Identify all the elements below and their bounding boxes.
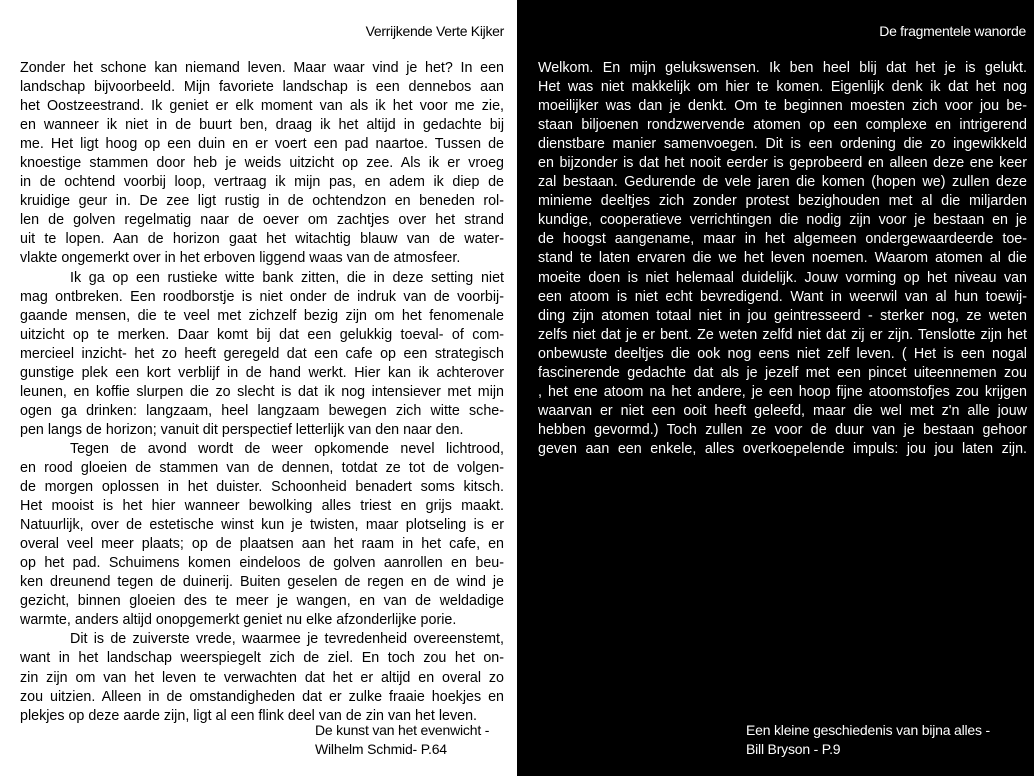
text-line: zelfs niet dat je er bent. Ze weten zelfd niet dat zij er zijn. Tenslotte zijn het <box>538 326 1027 343</box>
text-line: moeite doen is niet helemaal duidelijk. Jouw vorming op het niveau van <box>538 269 1027 286</box>
text-line: gaande mensen, die te veel met zichzelf bezig zijn om het fenomenale <box>20 307 504 324</box>
text-line: mercieel inzicht- het zo heeft geregeld dat een cafe op een strategisch <box>20 345 504 362</box>
text-line: hebben gevormd.) Toch zullen ze voor de duur van je bestaan gehoor <box>538 421 1027 438</box>
text-line: en rood gloeien de stammen van de dennen, totdat ze tot de volgen- <box>20 459 504 476</box>
text-line: Dit is de zuiverste vrede, waarmee je tevredenheid overeenstemt, <box>70 631 504 648</box>
text-line: onbewuste deeltjes die ook nog eens niet zelf leven. ( Het is een nogal <box>538 345 1027 362</box>
text-line: Welkom. En mijn gelukswensen. Ik ben heel blij dat het je is gelukt. <box>538 60 1027 76</box>
text-line: in de ochtend voorbij loop, vertraag ik mijn pas, en adem ik diep de <box>20 174 504 191</box>
text-line: want in het landschap weerspiegelt zich de ziel. En toch zou het on- <box>20 650 504 667</box>
text-line: en bijzonder is dat het nooit eerder is geprobeerd en alleen deze ene keer <box>538 155 1027 172</box>
text-line: de morgen oplossen in het duister. Schoonheid benadert soms kitsch. <box>20 479 504 496</box>
text-line: dienstbare manier samenvoegen. Dit is een ordening die zo ingewikkeld <box>538 136 1027 153</box>
left-running-head: Verrijkende Verte Kijker <box>365 23 504 39</box>
text-line: pen langs de horizon; vanuit dit perspectief letterlijk van den naar den. <box>20 421 464 438</box>
text-line: en wanneer ik niet in de buurt ben, draag ik het altijd in gedachte bij <box>20 117 504 134</box>
text-line: een atoom is niet echt bevredigend. Want in weerwil van al hun toewij- <box>538 288 1027 305</box>
text-line: mag ontbreken. Een roodborstje is niet onder de indruk van de voorbij- <box>20 288 504 305</box>
text-line: vlakte ongemerkt over in het erboven liggend waas van de atmosfeer. <box>20 250 461 267</box>
text-line: gunstige plek een kort verblijf in de hand werkt. Hier kan ik achterover <box>20 364 504 381</box>
text-line: zou uitzien. Alleen in de omstandigheden dat er zulke fraaie hoekjes en <box>20 688 504 705</box>
right-body-text <box>538 59 1027 459</box>
text-line: het Oostzeestrand. Ik geniet er elk moment van als ik het voor me zie, <box>20 98 504 115</box>
text-line: minieme deeltjes zich zonder protest bezighouden met al die miljarden <box>538 193 1027 210</box>
text-line: stand te laten ervaren die we het leven noemen. Waarom atomen al die <box>538 250 1027 267</box>
text-line: kundige, cooperatieve verrichtingen die nodig zijn voor je bestaan en je <box>538 212 1027 229</box>
text-line: waarvan er niet een ooit heeft geleefd, maar die wel met z'n alle jouw <box>538 402 1027 419</box>
text-line: Natuurlijk, over de estetische winst kun je twisten, maar plotseling is er <box>20 517 504 534</box>
text-line: zin zijn om van het leven te verwachten dat het er altijd en overal zo <box>20 669 504 686</box>
text-line: ogen ga drinken: langzaam, heel langzaam bewegen zich witte sche- <box>20 402 504 419</box>
text-line: de hoogst aangename, maar in het algemeen ondergewaardeerde toe- <box>538 231 1027 248</box>
text-line: warmte, anders altijd onopgemerkt geniet nu elke afzonderlijke porie. <box>20 612 457 629</box>
right-running-head: De fragmentele wanorde <box>879 23 1026 39</box>
text-line: me. Het ligt hoog op een duin en er voert een pad naartoe. Tussen de <box>20 136 504 153</box>
text-line: , het ene atoom na het andere, je een hoop fijne atoomstofjes zou krijgen <box>538 383 1027 400</box>
text-line: op het pad. Schuimens komen eindeloos de golven aanrollen en beu- <box>20 555 504 572</box>
right-source-citation <box>746 721 990 758</box>
right-page <box>517 0 1034 776</box>
source-author: Bill Bryson - P.9 <box>746 740 841 757</box>
text-line: len de golven regelmatig naar de oever om zachtjes over het strand <box>20 212 504 229</box>
text-line: moeilijker was dan je denkt. Om te beginnen moesten zich voor jou be- <box>538 98 1027 115</box>
text-line: uit te lopen. Aan de horizon gaat het witachtig blauw van de water- <box>20 231 504 248</box>
text-line: plekjes op deze aarde zijn, ligt al een flink deel van de zin van het leven. <box>20 707 477 724</box>
text-line: kruidige geur in. De zee ligt rustig in de ochtendzon en beneden rol- <box>20 193 504 210</box>
text-line: knoestige stammen door heb je weids uitzicht op zee. Als ik er vroeg <box>20 155 504 172</box>
source-title: Een kleine geschiedenis van bijna alles - <box>746 722 990 738</box>
text-line: ken dreunend tegen de duinerij. Buiten geselen de regen en de wind je <box>20 574 504 591</box>
text-line: landschap bijvoorbeeld. Mijn favoriete landschap is een dennebos aan <box>20 79 504 96</box>
text-line: leunen, en koffie slurpen die zo slecht is dat ik nog intensiever met mijn <box>20 383 504 400</box>
text-line: gezicht, binnen gloeien des te meer je wangen, en van de weldadige <box>20 593 504 610</box>
text-line: zal bestaan. Gedurende de vele jaren die komen (hopen we) zullen deze <box>538 174 1027 191</box>
left-source-citation <box>315 721 489 758</box>
text-line: Zonder het schone kan niemand leven. Maar waar vind je het? In een <box>20 60 504 76</box>
text-line: geven aan een enkele, alles overkoepelende impuls: jou jou laten zijn. <box>538 440 1027 457</box>
left-body-text <box>20 59 504 726</box>
text-line: Het mooist is het hier wanneer bewolking alles triest en grijs maakt. <box>20 498 504 515</box>
source-author: Wilhelm Schmid- P.64 <box>315 740 447 757</box>
text-line: staan biljoenen rondzwervende atomen op een complexe en intrigerend <box>538 117 1027 134</box>
source-title: De kunst van het evenwicht - <box>315 722 490 738</box>
text-line: fascinerende gedachte dat als je jezelf met een pincet uiteennemen zou <box>538 364 1027 381</box>
text-line: Het was niet makkelijk om hier te komen. Eigenlijk denk ik dat het nog <box>538 79 1027 96</box>
text-line: Ik ga op een rustieke witte bank zitten, die in deze setting niet <box>70 269 504 286</box>
text-line: overal veel meer plaats; op de plaatsen aan het raam in het cafe, en <box>20 536 504 553</box>
text-line: uitzicht op te merken. Daar komt bij dat een gelukkig toeval- of com- <box>20 326 504 343</box>
text-line: ding zijn atomen totaal niet in jou geintresseerd - sterker nog, ze weten <box>538 307 1027 324</box>
text-line: Tegen de avond wordt de weer opkomende nevel lichtrood, <box>70 440 504 457</box>
